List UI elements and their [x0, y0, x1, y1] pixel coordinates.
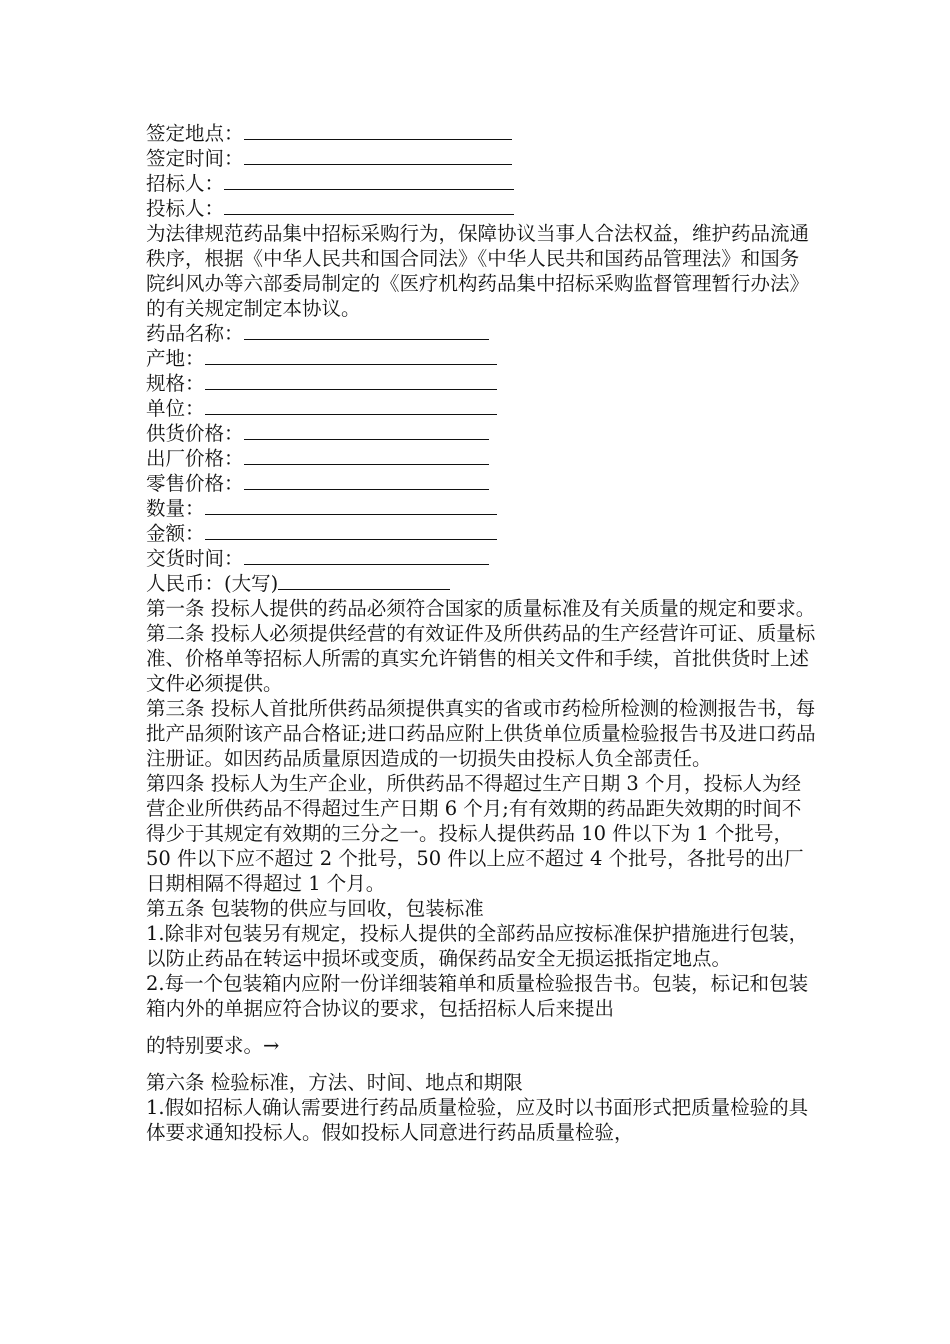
- sign-time-row: [146, 146, 816, 171]
- retail-price-row: [146, 471, 816, 496]
- bidder-label: 投标人：: [146, 197, 225, 220]
- article-5-title: 第五条 包装物的供应与回收，包装标准: [146, 897, 484, 920]
- sign-place-blank[interactable]: [244, 121, 512, 140]
- article-3: 第三条 投标人首批所供药品须提供真实的省或市药检所检测的检测报告书，每批产品须附该产品合格证;进口药品应附上供货单位质量检验报告书及进口药品注册证。如因药品质量原因造成的一切损失由投标人负全部责任。: [146, 697, 816, 770]
- line-gap: [146, 1021, 816, 1033]
- intro-paragraph: 为法律规范药品集中招标采购行为，保障协议当事人合法权益，维护药品流通秩序，根据《中华人民共和国合同法》《中华人民共和国药品管理法》和国务院纠风办等六部委局制定的《医疗机构药品集中招标采购监督管理暂行办法》的有关规定制定本协议。: [146, 222, 810, 320]
- origin-blank[interactable]: [205, 346, 497, 365]
- drug-name-row: [146, 321, 816, 346]
- supply-price-blank[interactable]: [244, 421, 489, 440]
- document-page: [146, 121, 816, 1145]
- origin-row: [146, 346, 816, 371]
- supply-price-label: 供货价格：: [146, 422, 244, 445]
- delivery-time-blank[interactable]: [244, 546, 489, 565]
- bidder-blank[interactable]: [224, 196, 514, 215]
- sign-time-blank[interactable]: [244, 146, 512, 165]
- tenderer-blank[interactable]: [224, 171, 514, 190]
- rmb-row: [146, 571, 816, 596]
- origin-label: 产地：: [146, 347, 205, 370]
- delivery-time-label: 交货时间：: [146, 547, 244, 570]
- supply-price-row: [146, 421, 816, 446]
- article-6-item-1: 1.假如招标人确认需要进行药品质量检验，应及时以书面形式把质量检验的具体要求通知投标人。假如投标人同意进行药品质量检验，: [146, 1096, 809, 1144]
- article-5-item-2: 2.每一个包装箱内应附一份详细装箱单和质量检验报告书。包装，标记和包装箱内外的单据应符合协议的要求，包括招标人后来提出: [146, 972, 809, 1020]
- rmb-label: 人民币：(大写): [146, 572, 279, 595]
- sign-place-label: 签定地点：: [146, 122, 244, 145]
- article-5-item-2-end: 的特别要求。→: [146, 1034, 280, 1057]
- retail-price-label: 零售价格：: [146, 472, 244, 495]
- tenderer-row: [146, 171, 816, 196]
- retail-price-blank[interactable]: [244, 471, 489, 490]
- amount-label: 金额：: [146, 522, 205, 545]
- spec-label: 规格：: [146, 372, 205, 395]
- drug-name-blank[interactable]: [244, 321, 489, 340]
- quantity-label: 数量：: [146, 497, 205, 520]
- spec-blank[interactable]: [205, 371, 497, 390]
- article-1: 第一条 投标人提供的药品必须符合国家的质量标准及有关质量的规定和要求。: [146, 597, 816, 620]
- sign-time-label: 签定时间：: [146, 147, 244, 170]
- factory-price-blank[interactable]: [244, 446, 489, 465]
- article-5-item-1: 1.除非对包装另有规定，投标人提供的全部药品应按标准保护措施进行包装，以防止药品在转运中损坏或变质，确保药品安全无损运抵指定地点。: [146, 922, 809, 970]
- bidder-row: [146, 196, 816, 221]
- quantity-blank[interactable]: [205, 496, 497, 515]
- unit-label: 单位：: [146, 397, 205, 420]
- article-6-title: 第六条 检验标准，方法、时间、地点和期限: [146, 1071, 523, 1094]
- spec-row: [146, 371, 816, 396]
- sign-place-row: [146, 121, 816, 146]
- unit-row: [146, 396, 816, 421]
- amount-blank[interactable]: [205, 521, 497, 540]
- drug-name-label: 药品名称：: [146, 322, 244, 345]
- unit-blank[interactable]: [205, 396, 497, 415]
- quantity-row: [146, 496, 816, 521]
- article-2: 第二条 投标人必须提供经营的有效证件及所供药品的生产经营许可证、质量标准、价格单等招标人所需的真实允许销售的相关文件和手续，首批供货时上述文件必须提供。: [146, 622, 816, 695]
- tenderer-label: 招标人：: [146, 172, 225, 195]
- factory-price-row: [146, 446, 816, 471]
- article-4: 第四条 投标人为生产企业，所供药品不得超过生产日期 3 个月，投标人为经营企业所供药品不得超过生产日期 6 个月;有有效期的药品距失效期的时间不得少于其规定有效期的三分之一。投标人提供药品 10 件以下为 1 个批号，50 件以下应不超过 2 个批号，50 件以上应不超过 4 个批号，各批号的出厂日期相隔不得超过 1 个月。: [146, 772, 804, 895]
- factory-price-label: 出厂价格：: [146, 447, 244, 470]
- amount-row: [146, 521, 816, 546]
- line-gap: [146, 1058, 816, 1070]
- rmb-blank[interactable]: [278, 571, 450, 590]
- delivery-time-row: [146, 546, 816, 571]
